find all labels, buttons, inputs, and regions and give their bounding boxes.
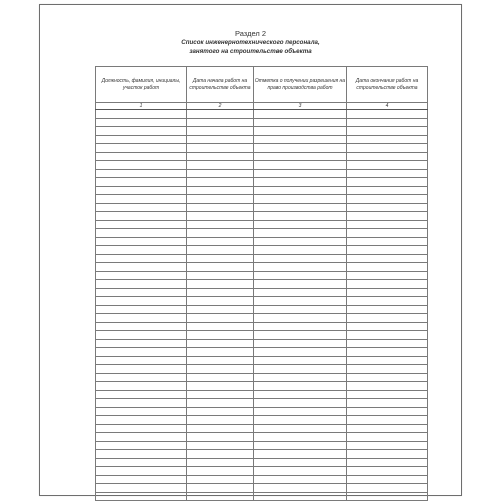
table-cell (96, 212, 187, 221)
table-cell (254, 458, 347, 467)
table-cell (254, 263, 347, 272)
column-header: Должность, фамилия, инициалы, участок работ (96, 67, 187, 103)
table-row (96, 467, 428, 476)
table-row (96, 161, 428, 170)
table-cell (347, 441, 428, 450)
table-cell (187, 305, 254, 314)
table-cell (96, 382, 187, 391)
table-cell (347, 169, 428, 178)
table-cell (347, 271, 428, 280)
form-page (39, 4, 462, 496)
table-row (96, 263, 428, 272)
table-cell (254, 441, 347, 450)
column-number: 1 (96, 103, 187, 110)
table-cell (187, 433, 254, 442)
table-cell (347, 178, 428, 187)
table-cell (96, 220, 187, 229)
table-cell (187, 246, 254, 255)
table-row (96, 254, 428, 263)
table-cell (187, 467, 254, 476)
column-number: 3 (254, 103, 347, 110)
table-cell (347, 382, 428, 391)
table-cell (254, 492, 347, 501)
table-cell (187, 356, 254, 365)
table-cell (96, 263, 187, 272)
table-cell (96, 178, 187, 187)
table-cell (254, 271, 347, 280)
table-row (96, 186, 428, 195)
table-cell (187, 263, 254, 272)
table-row (96, 356, 428, 365)
table-row (96, 178, 428, 187)
table-cell (254, 373, 347, 382)
table-row (96, 331, 428, 340)
table-row (96, 322, 428, 331)
table-cell (96, 288, 187, 297)
table-cell (254, 433, 347, 442)
table-cell (347, 212, 428, 221)
table-cell (254, 424, 347, 433)
table-cell (347, 246, 428, 255)
table-cell (187, 331, 254, 340)
table-cell (254, 220, 347, 229)
table-cell (347, 263, 428, 272)
table-cell (96, 305, 187, 314)
table-row (96, 382, 428, 391)
table-cell (254, 348, 347, 357)
table-cell (254, 178, 347, 187)
table-cell (187, 322, 254, 331)
table-cell (347, 339, 428, 348)
table-cell (254, 305, 347, 314)
table-cell (96, 186, 187, 195)
table-cell (96, 407, 187, 416)
table-row (96, 484, 428, 493)
table-cell (254, 475, 347, 484)
table-cell (347, 161, 428, 170)
table-cell (347, 152, 428, 161)
table-cell (347, 135, 428, 144)
table-cell (254, 314, 347, 323)
table-cell (347, 356, 428, 365)
table-cell (96, 144, 187, 153)
table-cell (347, 424, 428, 433)
table-row (96, 399, 428, 408)
table-cell (254, 144, 347, 153)
table-cell (347, 229, 428, 238)
header-row (96, 67, 428, 103)
table-cell (96, 322, 187, 331)
table-cell (347, 492, 428, 501)
table-cell (96, 339, 187, 348)
table-cell (347, 186, 428, 195)
table-row (96, 237, 428, 246)
table-cell (96, 390, 187, 399)
table-cell (187, 458, 254, 467)
table-cell (96, 433, 187, 442)
table-row (96, 390, 428, 399)
table-cell (187, 178, 254, 187)
table-row (96, 110, 428, 119)
table-cell (96, 484, 187, 493)
table-cell (254, 365, 347, 374)
table-cell (96, 127, 187, 136)
table-cell (96, 450, 187, 459)
table-cell (187, 424, 254, 433)
subtitle-line-2: занятого на строительстве объекта (189, 47, 312, 55)
table-row (96, 373, 428, 382)
table-cell (347, 467, 428, 476)
table-cell (254, 450, 347, 459)
table-cell (254, 152, 347, 161)
table-cell (347, 127, 428, 136)
table-cell (347, 399, 428, 408)
table-cell (254, 484, 347, 493)
table-cell (96, 467, 187, 476)
table-cell (96, 416, 187, 425)
section-title: Раздел 2 (234, 29, 267, 38)
table-cell (347, 195, 428, 204)
table-cell (347, 416, 428, 425)
table-cell (187, 288, 254, 297)
table-cell (347, 348, 428, 357)
table-cell (254, 195, 347, 204)
table-cell (187, 271, 254, 280)
table-cell (96, 246, 187, 255)
table-cell (187, 297, 254, 306)
table-cell (187, 144, 254, 153)
table-cell (96, 492, 187, 501)
table-row (96, 203, 428, 212)
table-cell (96, 373, 187, 382)
table-cell (347, 458, 428, 467)
table-cell (187, 475, 254, 484)
table-cell (187, 348, 254, 357)
column-header: Отметка о получении разрешения на право производства работ (254, 67, 347, 103)
table-cell (96, 348, 187, 357)
table-cell (347, 450, 428, 459)
table-cell (187, 152, 254, 161)
table-cell (96, 365, 187, 374)
table-cell (347, 144, 428, 153)
table-cell (96, 458, 187, 467)
table-cell (347, 365, 428, 374)
table-cell (254, 254, 347, 263)
table-cell (187, 314, 254, 323)
table-cell (254, 246, 347, 255)
table-cell (96, 169, 187, 178)
table-cell (254, 407, 347, 416)
table-cell (254, 161, 347, 170)
table-row (96, 407, 428, 416)
table-cell (254, 135, 347, 144)
table-cell (187, 169, 254, 178)
table-cell (187, 229, 254, 238)
table-row (96, 280, 428, 289)
table-row (96, 450, 428, 459)
table-cell (96, 356, 187, 365)
table-cell (187, 135, 254, 144)
table-cell (254, 322, 347, 331)
table-cell (254, 118, 347, 127)
subtitle-line-1: Список инженернотехнического персонала, (181, 39, 320, 46)
table-cell (187, 237, 254, 246)
table-cell (347, 288, 428, 297)
table-cell (347, 220, 428, 229)
table-row (96, 433, 428, 442)
table-row (96, 246, 428, 255)
table-cell (187, 416, 254, 425)
table-row (96, 424, 428, 433)
table-cell (187, 212, 254, 221)
table-cell (254, 203, 347, 212)
table-cell (347, 433, 428, 442)
table-cell (254, 288, 347, 297)
table-cell (96, 280, 187, 289)
form-subtitle (40, 39, 461, 56)
table-cell (254, 212, 347, 221)
personnel-table (95, 66, 428, 501)
table-cell (187, 339, 254, 348)
table-cell (347, 331, 428, 340)
table-cell (347, 110, 428, 119)
table-cell (187, 186, 254, 195)
table-cell (187, 280, 254, 289)
table-cell (187, 203, 254, 212)
table-cell (96, 118, 187, 127)
table-cell (254, 237, 347, 246)
table-cell (254, 280, 347, 289)
table-cell (96, 399, 187, 408)
table-row (96, 339, 428, 348)
table-cell (187, 373, 254, 382)
table-cell (347, 237, 428, 246)
column-number-row (96, 103, 428, 110)
table-cell (254, 127, 347, 136)
table-cell (254, 169, 347, 178)
table-cell (96, 297, 187, 306)
table-cell (254, 339, 347, 348)
table-cell (187, 399, 254, 408)
table-cell (96, 237, 187, 246)
table-cell (187, 161, 254, 170)
table-cell (96, 254, 187, 263)
table-cell (187, 450, 254, 459)
table-row (96, 416, 428, 425)
table-cell (187, 220, 254, 229)
table-row (96, 195, 428, 204)
table-cell (187, 365, 254, 374)
table-row (96, 127, 428, 136)
table-body (96, 110, 428, 501)
table-cell (254, 331, 347, 340)
table-row (96, 144, 428, 153)
table-row (96, 135, 428, 144)
table-cell (254, 297, 347, 306)
table-cell (254, 356, 347, 365)
table-row (96, 365, 428, 374)
table-cell (347, 322, 428, 331)
table-row (96, 348, 428, 357)
table-cell (96, 331, 187, 340)
table-cell (347, 280, 428, 289)
table-cell (96, 152, 187, 161)
table-cell (347, 254, 428, 263)
table-cell (254, 186, 347, 195)
table-cell (347, 314, 428, 323)
table-cell (254, 416, 347, 425)
table-cell (347, 484, 428, 493)
column-header: Дата начала работ на строительстве объекта (187, 67, 254, 103)
table-row (96, 475, 428, 484)
table-cell (347, 407, 428, 416)
table-cell (347, 475, 428, 484)
table-cell (254, 399, 347, 408)
table-cell (96, 161, 187, 170)
table-row (96, 220, 428, 229)
table-cell (347, 203, 428, 212)
table-cell (187, 390, 254, 399)
table-row (96, 305, 428, 314)
table-cell (187, 484, 254, 493)
table-cell (96, 424, 187, 433)
table-cell (96, 314, 187, 323)
table-cell (187, 195, 254, 204)
table-row (96, 169, 428, 178)
table-cell (187, 127, 254, 136)
table-row (96, 229, 428, 238)
table-cell (96, 195, 187, 204)
table-cell (347, 118, 428, 127)
table-cell (187, 492, 254, 501)
table-cell (187, 118, 254, 127)
table-cell (96, 441, 187, 450)
table-cell (254, 229, 347, 238)
table-row (96, 212, 428, 221)
column-header: Дата окончания работ на строительстве объекта (347, 67, 428, 103)
table-cell (96, 110, 187, 119)
table-cell (187, 110, 254, 119)
table-row (96, 297, 428, 306)
column-number: 2 (187, 103, 254, 110)
table-row (96, 458, 428, 467)
table-cell (96, 271, 187, 280)
table-cell (187, 441, 254, 450)
table-cell (347, 305, 428, 314)
table-cell (187, 382, 254, 391)
table-cell (187, 407, 254, 416)
table-cell (187, 254, 254, 263)
table-row (96, 492, 428, 501)
table-cell (254, 382, 347, 391)
table-cell (96, 135, 187, 144)
table-row (96, 118, 428, 127)
table-row (96, 314, 428, 323)
table-cell (96, 475, 187, 484)
table-cell (347, 390, 428, 399)
table-cell (96, 203, 187, 212)
table-cell (254, 110, 347, 119)
column-number: 4 (347, 103, 428, 110)
table-row (96, 271, 428, 280)
table-row (96, 441, 428, 450)
table-cell (96, 229, 187, 238)
table-row (96, 288, 428, 297)
table-cell (347, 373, 428, 382)
table-cell (254, 390, 347, 399)
table-cell (347, 297, 428, 306)
table-row (96, 152, 428, 161)
table-cell (254, 467, 347, 476)
